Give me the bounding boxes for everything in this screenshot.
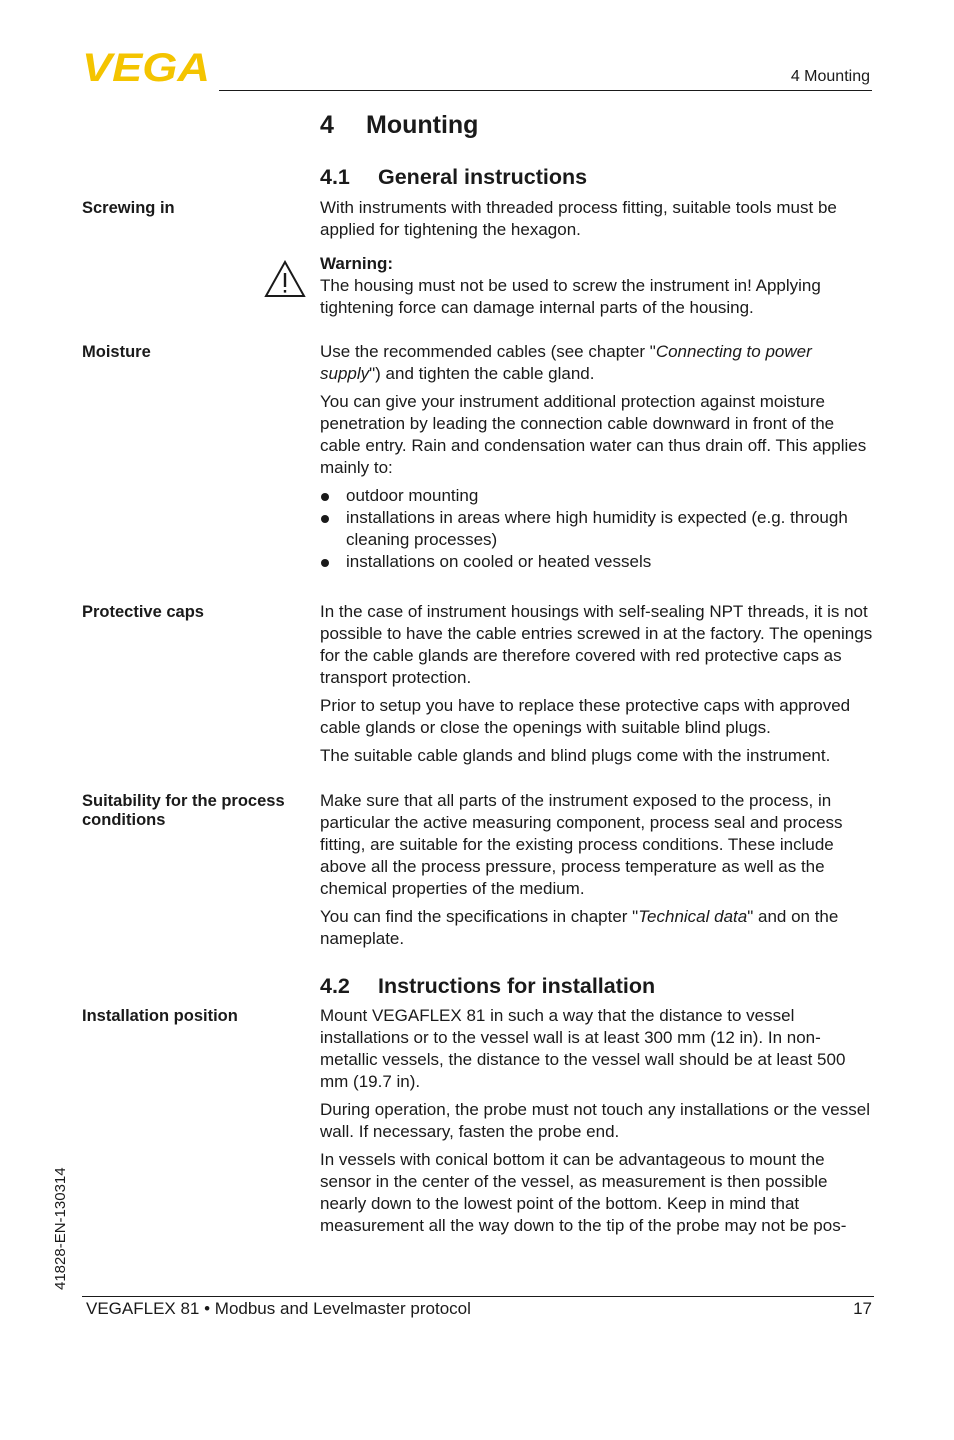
header-rule bbox=[219, 90, 872, 91]
chapter-reference: Technical data bbox=[638, 907, 748, 926]
paragraph: Prior to setup you have to replace these protective caps with approved cable glands or close the openings with suitable blind plugs. bbox=[320, 696, 851, 737]
installation-position-text bbox=[320, 1005, 876, 1243]
side-label-screwing-in: Screwing in bbox=[82, 199, 175, 217]
chapter-title-text: Mounting bbox=[366, 111, 479, 139]
screwing-in-text bbox=[320, 197, 876, 247]
paragraph: You can give your instrument additional protection against moisture penetration by leading the connection cable downward in front of the cable entry. Rain and condensation water can thus drain off. This applies mainly to: bbox=[320, 392, 867, 477]
header-section-label: 4 Mounting bbox=[790, 68, 870, 85]
side-label-moisture: Moisture bbox=[82, 343, 151, 361]
paragraph: With instruments with threaded process fitting, suitable tools must be applied for tightening the hexagon. bbox=[320, 198, 837, 239]
bullet-list bbox=[320, 485, 876, 573]
chapter-number: 4 bbox=[320, 111, 334, 139]
page-number: 17 bbox=[853, 1299, 872, 1318]
warning-block bbox=[320, 253, 876, 319]
suitability-text bbox=[320, 790, 876, 956]
document-code: 41828-EN-130314 bbox=[52, 1167, 69, 1290]
section-heading-4-1 bbox=[320, 165, 587, 190]
warning-icon bbox=[264, 260, 306, 298]
paragraph: Mount VEGAFLEX 81 in such a way that the distance to vessel installations or to the vessel wall is at least 300 mm (12 in). In non-metallic vessels, the distance to the vessel wall should be at least 500 mm (19.7 in). bbox=[320, 1006, 846, 1091]
moisture-text bbox=[320, 341, 876, 573]
vega-logo bbox=[82, 50, 212, 84]
paragraph: Use the recommended cables (see chapter "Connecting to power supply") and tighten the cable gland. bbox=[320, 342, 812, 383]
chapter-title bbox=[320, 111, 478, 140]
section-number: 4.1 bbox=[320, 165, 350, 189]
document-code-vertical bbox=[52, 1167, 70, 1440]
side-label-protective-caps: Protective caps bbox=[82, 603, 204, 621]
paragraph: The suitable cable glands and blind plugs come with the instrument. bbox=[320, 746, 831, 765]
paragraph: Make sure that all parts of the instrument exposed to the process, in particular the active measuring component, process seal and process fitting, are suitable for the existing process conditions. These include above all the process pressure, process temperature as well as the chemical properties of the medium. bbox=[320, 791, 843, 898]
section-heading-4-2 bbox=[320, 974, 655, 999]
vega-logo-text: VEGA bbox=[82, 50, 210, 84]
warning-text: The housing must not be used to screw the instrument in! Applying tightening force can damage internal parts of the housing. bbox=[320, 276, 821, 317]
footer-product: VEGAFLEX 81 • Modbus and Levelmaster protocol bbox=[86, 1299, 471, 1318]
chapter-reference: Connecting to power supply bbox=[320, 342, 812, 383]
protective-caps-text bbox=[320, 601, 876, 773]
paragraph: In the case of instrument housings with self-sealing NPT threads, it is not possible to have the cable entries screwed in at the factory. The openings for the cable glands are therefore covered with red protective caps as transport protection. bbox=[320, 602, 873, 687]
side-label-installation-position: Installation position bbox=[82, 1007, 238, 1025]
paragraph: During operation, the probe must not touch any installations or the vessel wall. If necessary, fasten the probe end. bbox=[320, 1100, 870, 1141]
section-number: 4.2 bbox=[320, 974, 350, 998]
section-title: Instructions for installation bbox=[378, 974, 656, 998]
side-label-suitability: Suitability for the process conditions bbox=[82, 792, 285, 829]
list-item: outdoor mounting bbox=[320, 485, 876, 507]
section-title: General instructions bbox=[378, 165, 588, 189]
paragraph: In vessels with conical bottom it can be advantageous to mount the sensor in the center of the vessel, as measurement is then possible nearly down to the lowest point of the bottom. Keep in mind that measurement all the way down to the tip of the probe may not be pos- bbox=[320, 1150, 847, 1235]
footer-rule bbox=[82, 1296, 874, 1297]
paragraph: You can find the specifications in chapter "Technical data" and on the nameplate. bbox=[320, 907, 839, 948]
list-item: installations on cooled or heated vessels bbox=[320, 551, 876, 573]
warning-title: Warning: bbox=[320, 254, 394, 273]
list-item: installations in areas where high humidity is expected (e.g. through cleaning processes) bbox=[320, 507, 876, 551]
